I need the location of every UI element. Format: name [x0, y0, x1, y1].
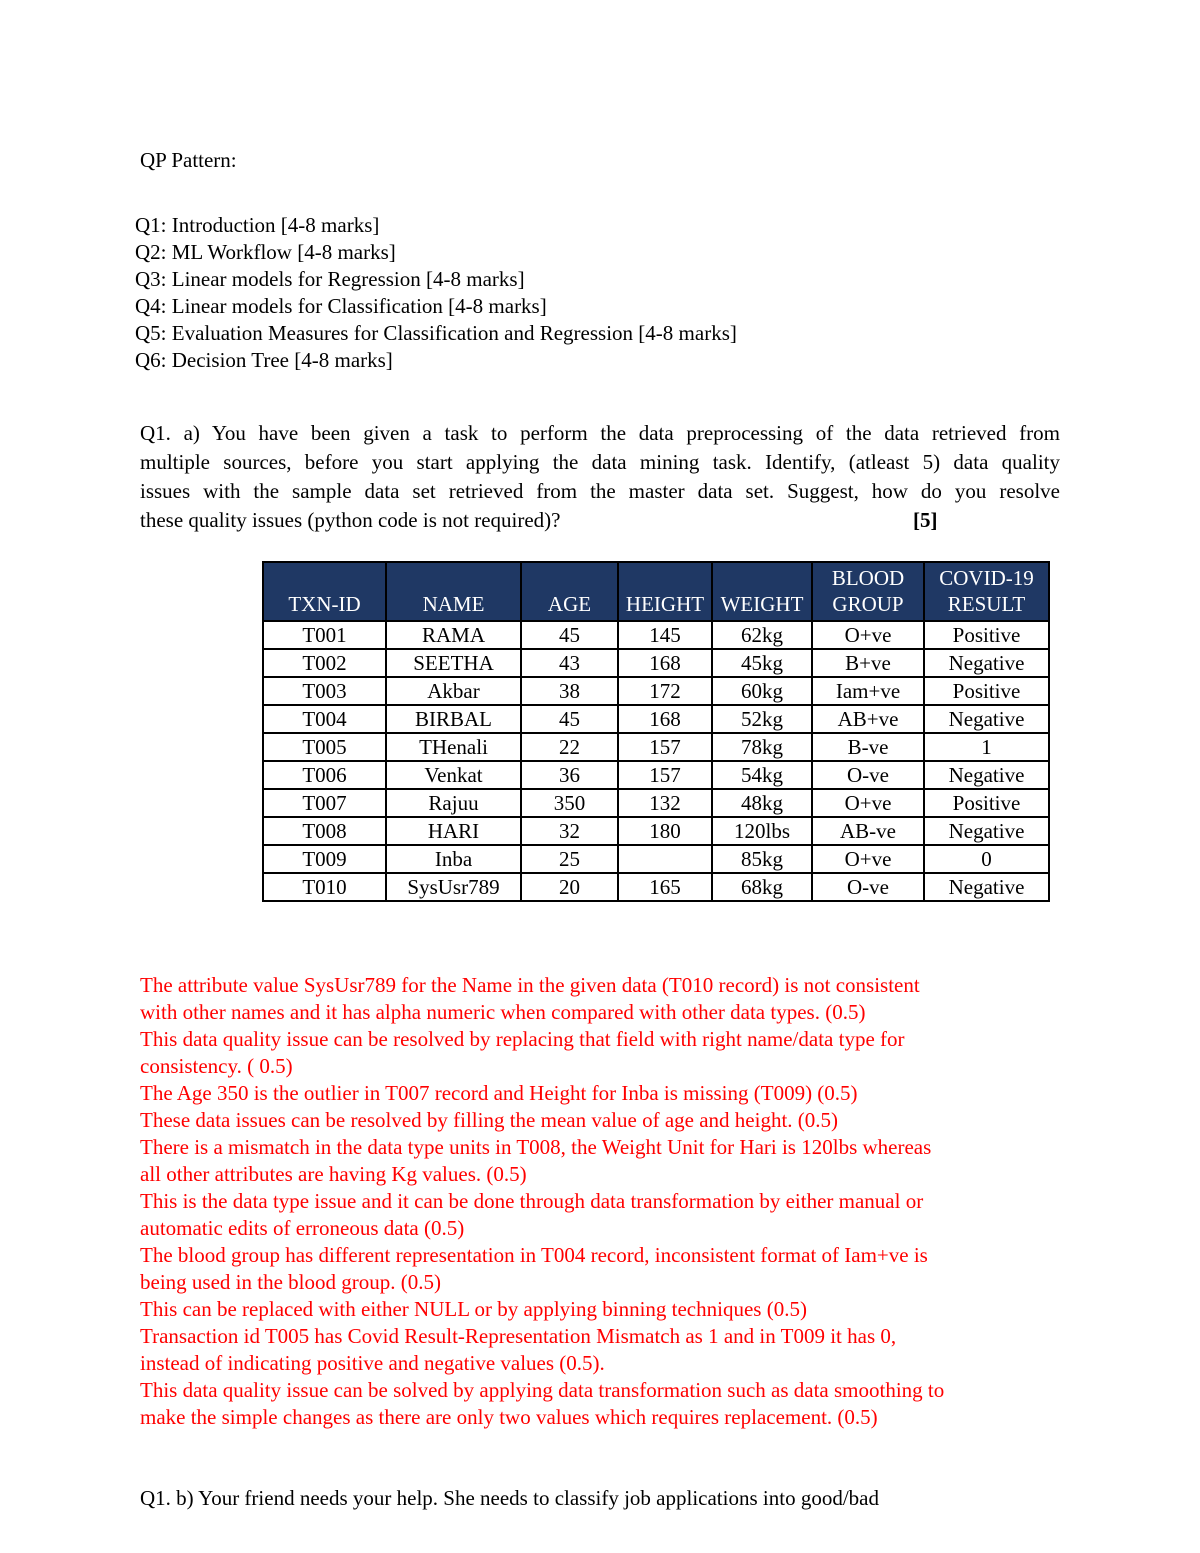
question-line: issues with the sample data set retrieved from the master data set. Suggest, how do you resolve: [140, 479, 1060, 503]
table-row: [263, 677, 1049, 705]
answer-line: There is a mismatch in the data type units in T008, the Weight Unit for Hari is 120lbs whereas: [140, 1135, 932, 1159]
column-header-line: [522, 565, 617, 591]
table-cell: 25: [521, 845, 618, 873]
table-cell: 78kg: [712, 733, 812, 761]
table-cell: 157: [618, 761, 712, 789]
table-cell: 157: [618, 733, 712, 761]
answer-line: These data issues can be resolved by filling the mean value of age and height. (0.5): [140, 1108, 839, 1132]
table-cell: THenali: [386, 733, 521, 761]
table-cell: Negative: [924, 873, 1049, 901]
table-cell: 36: [521, 761, 618, 789]
table-cell: 38: [521, 677, 618, 705]
table-cell: Positive: [924, 677, 1049, 705]
answer-line: This can be replaced with either NULL or by applying binning techniques (0.5): [140, 1297, 807, 1321]
table-cell: BIRBAL: [386, 705, 521, 733]
table-cell: T005: [263, 733, 386, 761]
question-marks: [5]: [913, 508, 938, 532]
table-cell: 168: [618, 705, 712, 733]
column-header: [386, 562, 521, 621]
table-row: [263, 761, 1049, 789]
table-cell: 1: [924, 733, 1049, 761]
answer-line: make the simple changes as there are only two values which requires replacement. (0.5): [140, 1405, 878, 1429]
answer-line: The Age 350 is the outlier in T007 record and Height for Inba is missing (T009) (0.5): [140, 1081, 858, 1105]
table-cell: 60kg: [712, 677, 812, 705]
answer-line: automatic edits of erroneous data (0.5): [140, 1216, 465, 1240]
pattern-item: Q3: Linear models for Regression [4-8 marks]: [135, 267, 525, 291]
table-cell: Iam+ve: [812, 677, 924, 705]
table-row: [263, 649, 1049, 677]
column-header-line: [713, 565, 811, 591]
table-cell: O+ve: [812, 789, 924, 817]
table-cell: 32: [521, 817, 618, 845]
table-cell: T007: [263, 789, 386, 817]
table-cell: 48kg: [712, 789, 812, 817]
question-line: these quality issues (python code is not required)?: [140, 508, 561, 532]
column-header-line: HEIGHT: [625, 592, 705, 616]
table-cell: 45kg: [712, 649, 812, 677]
table-cell: 172: [618, 677, 712, 705]
table-cell: 0: [924, 845, 1049, 873]
question-line: multiple sources, before you start applying the data mining task. Identify, (atleast 5) data quality: [140, 450, 1060, 474]
pattern-item: Q4: Linear models for Classification [4-8 marks]: [135, 294, 547, 318]
table-cell: SEETHA: [386, 649, 521, 677]
table-cell: O+ve: [812, 621, 924, 649]
table-cell: T010: [263, 873, 386, 901]
question-line: Q1. a) You have been given a task to perform the data preprocessing of the data retrieved from: [140, 421, 1060, 445]
table-cell: 168: [618, 649, 712, 677]
table-cell: T001: [263, 621, 386, 649]
table-row: [263, 621, 1049, 649]
table-cell: [618, 845, 712, 873]
question-line-last: [140, 506, 1060, 535]
table-cell: 54kg: [712, 761, 812, 789]
table-cell: Positive: [924, 789, 1049, 817]
table-cell: O-ve: [812, 761, 924, 789]
table-cell: 132: [618, 789, 712, 817]
table-cell: Negative: [924, 649, 1049, 677]
table-cell: 85kg: [712, 845, 812, 873]
table-row: [263, 873, 1049, 901]
column-header-line: [619, 565, 711, 591]
answer-line: The attribute value SysUsr789 for the Name in the given data (T010 record) is not consistent: [140, 973, 920, 997]
column-header-line: NAME: [422, 592, 485, 616]
table-cell: 45: [521, 705, 618, 733]
table-cell: Venkat: [386, 761, 521, 789]
column-header: [263, 562, 386, 621]
answer-line: This data quality issue can be resolved by replacing that field with right name/data type for: [140, 1027, 905, 1051]
answer-line: The blood group has different representation in T004 record, inconsistent format of Iam+ve is: [140, 1243, 928, 1267]
table-cell: T003: [263, 677, 386, 705]
question-1a: [140, 419, 1060, 535]
answer-line: with other names and it has alpha numeric when compared with other data types. (0.5): [140, 1000, 866, 1024]
table-cell: RAMA: [386, 621, 521, 649]
table-cell: AB-ve: [812, 817, 924, 845]
table-cell: 68kg: [712, 873, 812, 901]
column-header: [812, 562, 924, 621]
answer-line: This is the data type issue and it can be done through data transformation by either manual or: [140, 1189, 924, 1213]
answer-line: being used in the blood group. (0.5): [140, 1270, 441, 1294]
table-body: [263, 621, 1049, 901]
table-cell: 145: [618, 621, 712, 649]
table-cell: O+ve: [812, 845, 924, 873]
answer-line: consistency. ( 0.5): [140, 1054, 293, 1078]
pattern-title: QP Pattern:: [140, 148, 237, 172]
question-1b: Q1. b) Your friend needs your help. She needs to classify job applications into good/bad: [140, 1486, 879, 1510]
table-cell: T004: [263, 705, 386, 733]
table-cell: 120lbs: [712, 817, 812, 845]
table-cell: 45: [521, 621, 618, 649]
column-header-line: COVID-19: [939, 566, 1034, 590]
table-cell: 22: [521, 733, 618, 761]
pattern-item: Q5: Evaluation Measures for Classification and Regression [4-8 marks]: [135, 321, 737, 345]
table-cell: B+ve: [812, 649, 924, 677]
table-cell: 62kg: [712, 621, 812, 649]
table-cell: HARI: [386, 817, 521, 845]
table-cell: Inba: [386, 845, 521, 873]
table-cell: Negative: [924, 705, 1049, 733]
table-cell: Negative: [924, 817, 1049, 845]
pattern-item: Q2: ML Workflow [4-8 marks]: [135, 240, 396, 264]
answer-line: This data quality issue can be solved by applying data transformation such as data smoothing to: [140, 1378, 945, 1402]
column-header-line: TXN-ID: [288, 592, 361, 616]
table-row: [263, 789, 1049, 817]
answer-text: [140, 972, 1070, 1431]
table-cell: AB+ve: [812, 705, 924, 733]
table-cell: Negative: [924, 761, 1049, 789]
sample-data-table: [262, 561, 1050, 902]
table-cell: Akbar: [386, 677, 521, 705]
column-header-line: BLOOD: [831, 566, 905, 590]
table-cell: 20: [521, 873, 618, 901]
pattern-list: [135, 212, 737, 374]
column-header: [521, 562, 618, 621]
column-header-line: RESULT: [947, 592, 1026, 616]
column-header-line: AGE: [547, 592, 592, 616]
answer-line: Transaction id T005 has Covid Result-Representation Mismatch as 1 and in T009 it has 0,: [140, 1324, 897, 1348]
table-cell: 350: [521, 789, 618, 817]
table-row: [263, 733, 1049, 761]
table-cell: T006: [263, 761, 386, 789]
table-cell: B-ve: [812, 733, 924, 761]
pattern-item: Q1: Introduction [4-8 marks]: [135, 213, 380, 237]
table-header-row: [263, 562, 1049, 621]
answer-line: instead of indicating positive and negative values (0.5).: [140, 1351, 605, 1375]
table-cell: 52kg: [712, 705, 812, 733]
column-header: [618, 562, 712, 621]
column-header-line: GROUP: [832, 592, 904, 616]
column-header: [712, 562, 812, 621]
table-cell: T009: [263, 845, 386, 873]
table-row: [263, 845, 1049, 873]
table-cell: 43: [521, 649, 618, 677]
table-row: [263, 817, 1049, 845]
table-cell: Rajuu: [386, 789, 521, 817]
table-cell: SysUsr789: [386, 873, 521, 901]
answer-line: all other attributes are having Kg values. (0.5): [140, 1162, 527, 1186]
pattern-item: Q6: Decision Tree [4-8 marks]: [135, 348, 393, 372]
column-header-line: [387, 565, 520, 591]
table-cell: T008: [263, 817, 386, 845]
column-header: [924, 562, 1049, 621]
table-cell: T002: [263, 649, 386, 677]
table-cell: Positive: [924, 621, 1049, 649]
table-cell: 165: [618, 873, 712, 901]
table-cell: 180: [618, 817, 712, 845]
table-row: [263, 705, 1049, 733]
table-cell: O-ve: [812, 873, 924, 901]
column-header-line: WEIGHT: [720, 592, 804, 616]
column-header-line: [264, 565, 385, 591]
